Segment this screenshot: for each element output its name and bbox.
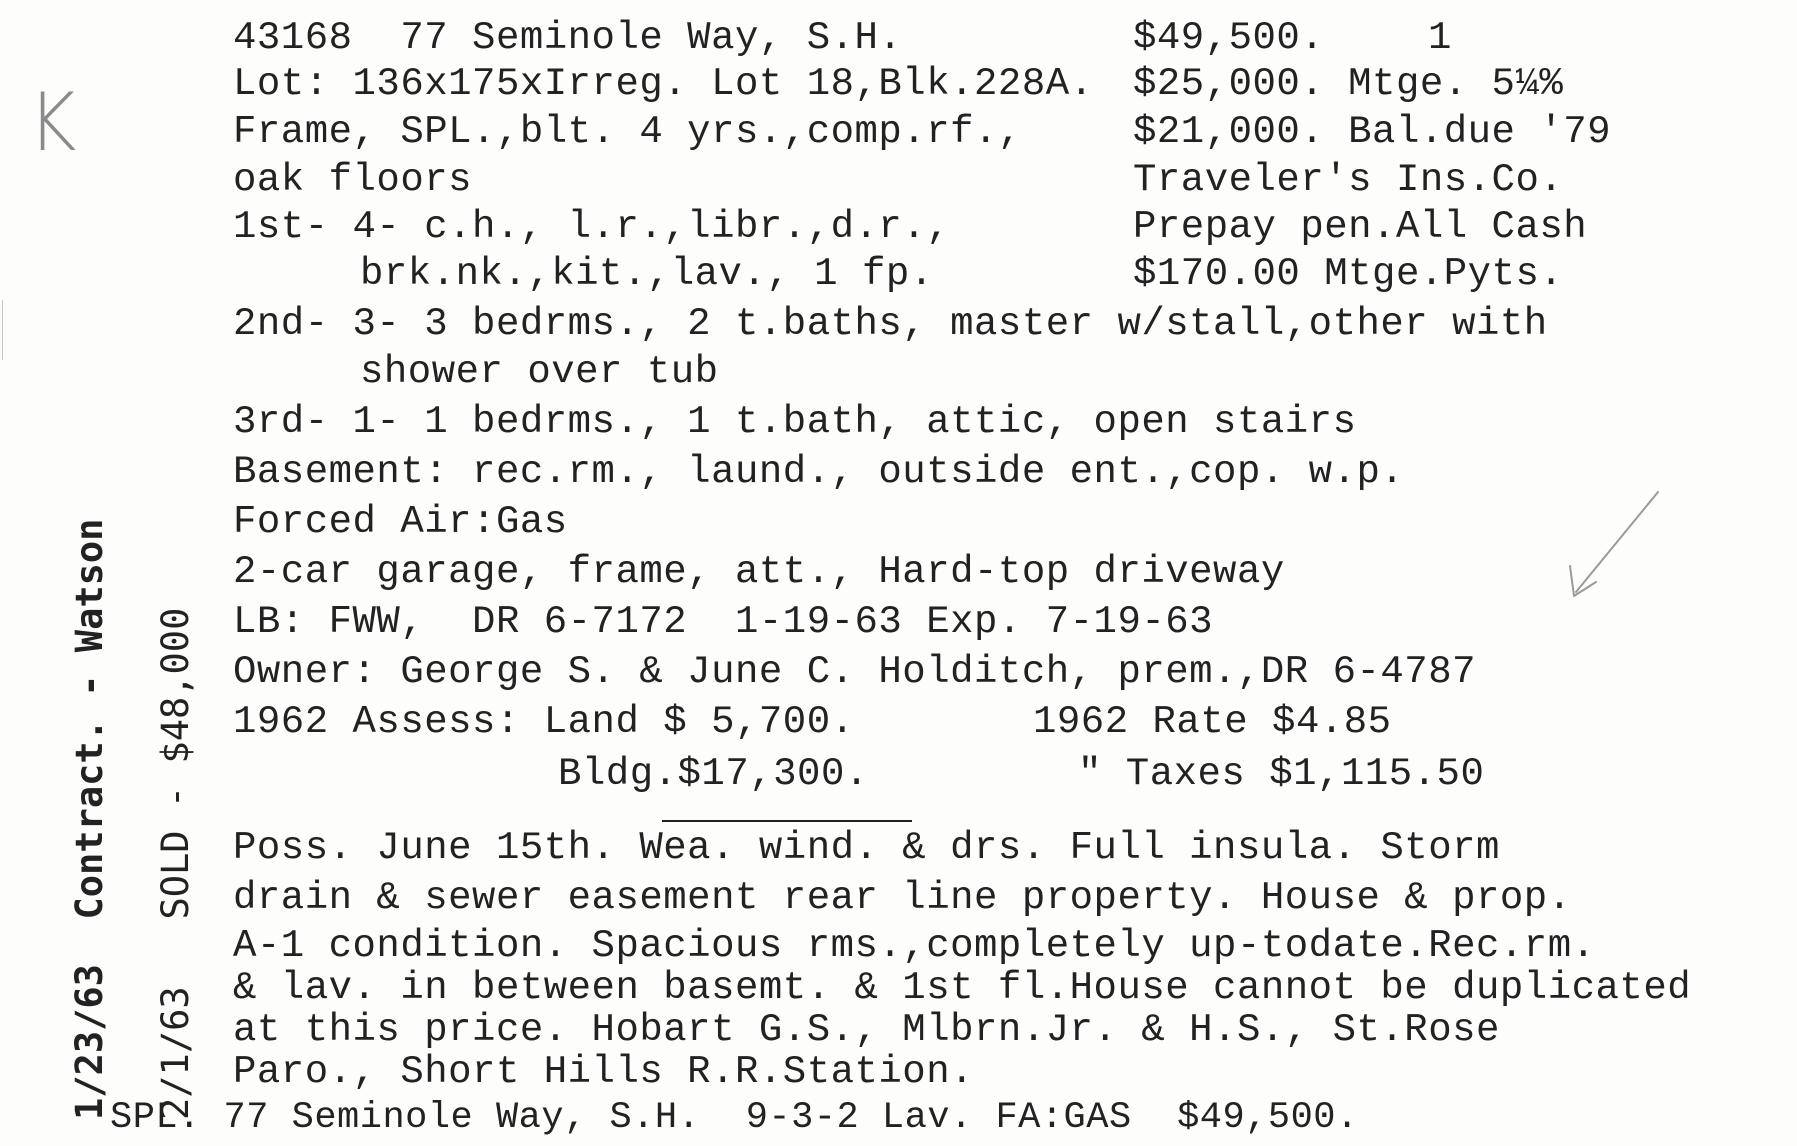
second-floor-rooms-cont: shower over tub — [360, 350, 719, 394]
building-assessment: Bldg.$17,300. — [558, 752, 869, 796]
sold-stamp: 2/1/63 SOLD - $48,000 — [154, 607, 197, 1120]
listing-broker-info: LB: FWW, DR 6-7172 1-19-63 Exp. 7-19-63 — [233, 600, 1214, 644]
remarks-line: A-1 condition. Spacious rms.,completely up-todate.Rec.rm. — [233, 924, 1596, 968]
floors-info: oak floors — [233, 158, 473, 202]
tax-rate: 1962 Rate $4.85 — [1033, 700, 1392, 744]
corner-letter-mark: K — [28, 76, 77, 170]
first-floor-rooms-cont: brk.nk.,kit.,lav., 1 fp. — [360, 252, 934, 296]
listing-price: $49,500. — [1133, 16, 1325, 60]
land-assessment: 1962 Assess: Land $ 5,700. — [233, 700, 855, 744]
heating-info: Forced Air:Gas — [233, 500, 568, 544]
contract-stamp: 1/23/63 Contract. - Watson — [68, 518, 111, 1120]
balance-due: $21,000. Bal.due '79 — [1133, 110, 1612, 154]
mortgage-payments: $170.00 Mtge.Pyts. — [1133, 252, 1564, 296]
third-floor-rooms: 3rd- 1- 1 bedrms., 1 t.bath, attic, open stairs — [233, 400, 1357, 444]
remarks-line: Paro., Short Hills R.R.Station. — [233, 1050, 975, 1094]
card-edge-mark — [2, 300, 3, 360]
remarks-line: Poss. June 15th. Wea. wind. & drs. Full insula. Storm — [233, 826, 1500, 870]
check-mark-icon — [1558, 486, 1668, 606]
taxes-amount: " Taxes $1,115.50 — [1078, 752, 1485, 796]
garage-info: 2-car garage, frame, att., Hard-top driveway — [233, 550, 1285, 594]
card-number: 1 — [1428, 16, 1452, 60]
construction-info: Frame, SPL.,blt. 4 yrs.,comp.rf., — [233, 110, 1022, 154]
mortgage-holder: Traveler's Ins.Co. — [1133, 158, 1564, 202]
sale-status-stamp — [28, 519, 238, 1120]
summary-line: SPL. 77 Seminole Way, S.H. 9-3-2 Lav. FA:GAS $49,500. — [110, 1097, 1359, 1139]
assessment-underline — [662, 820, 912, 822]
listing-id-address: 43168 77 Seminole Way, S.H. — [233, 16, 903, 60]
prepay-terms: Prepay pen.All Cash — [1133, 205, 1588, 249]
remarks-line: at this price. Hobart G.S., Mlbrn.Jr. & H.S., St.Rose — [233, 1008, 1500, 1052]
second-floor-rooms: 2nd- 3- 3 bedrms., 2 t.baths, master w/stall,other with — [233, 302, 1548, 346]
basement-info: Basement: rec.rm., laund., outside ent.,cop. w.p. — [233, 450, 1405, 494]
remarks-line: & lav. in between basemt. & 1st fl.House cannot be duplicated — [233, 966, 1692, 1010]
first-floor-rooms: 1st- 4- c.h., l.r.,libr.,d.r., — [233, 205, 951, 249]
lot-info: Lot: 136x175xIrreg. Lot 18,Blk.228A. — [233, 62, 1094, 106]
owner-info: Owner: George S. & June C. Holditch, prem.,DR 6-4787 — [233, 650, 1476, 694]
mortgage-info: $25,000. Mtge. 5¼% — [1133, 62, 1564, 106]
remarks-line: drain & sewer easement rear line property. House & prop. — [233, 876, 1572, 920]
